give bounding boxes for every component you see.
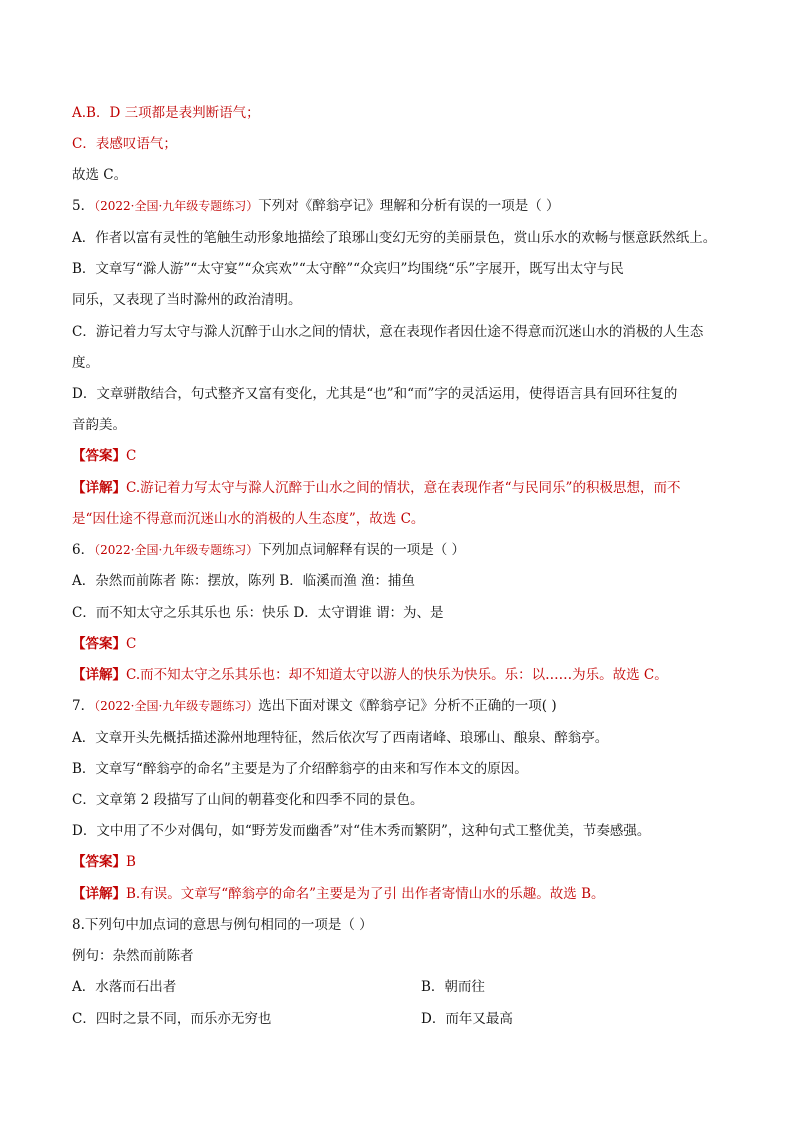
explanation-line: 【详解】C.游记着力写太守与滁人沉醉于山水之间的情状，意在表现作者“与民同乐”的积极思想，而不 bbox=[72, 480, 681, 496]
option-d: D．文中用了不少对偶句，如“野芳发而幽香”对“佳木秀而繁阴”，这种句式工整优美，节奏感强。 bbox=[72, 823, 651, 839]
option-a: A．文章开头先概括描述滁州地理特征，然后依次写了西南诸峰、琅琊山、酿泉、醉翁亭。 bbox=[72, 730, 609, 746]
option-b: B．文章写“滁人游”“太守宴”“众宾欢”“太守醉”“众宾归”均围绕“乐”字展开，既写出太守与民 bbox=[72, 261, 624, 277]
question-8: 8.下列句中加点词的意思与例句相同的一项是（ ） bbox=[72, 917, 373, 933]
text-line: 同乐，又表现了当时滁州的政治清明。 bbox=[72, 292, 302, 308]
option-c: C．游记着力写太守与滁人沉醉于山水之间的情状，意在表现作者因仕途不得意而沉迷山水的消极的人生态 bbox=[72, 324, 704, 340]
text-line: 度。 bbox=[72, 355, 99, 371]
answer-line: 【答案】C bbox=[72, 636, 137, 652]
option-row bbox=[72, 977, 732, 997]
option-d: D．文章骈散结合，句式整齐又富有变化，尤其是“也”和“而”字的灵活运用，使得语言具有回环往复的 bbox=[72, 386, 678, 402]
text-line: 故选 C。 bbox=[72, 167, 128, 183]
option-a: A．水落而石出者 bbox=[72, 979, 177, 995]
option-row bbox=[72, 1009, 732, 1029]
example-line: 例句：杂然而前陈者 bbox=[72, 948, 194, 964]
answer-line: 【答案】B bbox=[72, 854, 136, 870]
option-row: C．而不知太守之乐其乐也 乐：快乐 D．太守谓谁 谓：为、是 bbox=[72, 605, 444, 621]
question-6: 6．（2022·全国·九年级专题练习）下列加点词解释有误的一项是（ ） bbox=[72, 542, 466, 558]
text-line: A.B．D 三项都是表判断语气； bbox=[72, 105, 260, 121]
question-5: 5．（2022·全国·九年级专题练习）下列对《醉翁亭记》理解和分析有误的一项是（ ） bbox=[72, 198, 560, 214]
option-b: B．朝而往 bbox=[421, 979, 485, 995]
text-line: C．表感叹语气； bbox=[72, 136, 177, 152]
option-row: A．杂然而前陈者 陈：摆放，陈列 B．临溪而渔 渔：捕鱼 bbox=[72, 573, 416, 589]
option-a: A．作者以富有灵性的笔触生动形象地描绘了琅琊山变幻无穷的美丽景色，赏山乐水的欢畅与惬意跃然纸上。 bbox=[72, 230, 717, 246]
option-b: B．文章写“醉翁亭的命名”主要是为了介绍醉翁亭的由来和写作本文的原因。 bbox=[72, 761, 528, 777]
explanation-line: 【详解】B.有误。文章写“醉翁亭的命名”主要是为了引 出作者寄情山水的乐趣。故选 B。 bbox=[72, 886, 605, 902]
explanation-line: 是“因仕途不得意而沉迷山水的消极的人生态度”，故选 C。 bbox=[72, 511, 425, 527]
option-c: C．文章第 2 段描写了山间的朝暮变化和四季不同的景色。 bbox=[72, 792, 424, 808]
question-7: 7．（2022·全国·九年级专题练习）选出下面对课文《醉翁亭记》分析不正确的一项( ) bbox=[72, 698, 557, 714]
answer-line: 【答案】C bbox=[72, 448, 137, 464]
text-line: 音韵美。 bbox=[72, 417, 126, 433]
explanation-line: 【详解】C.而不知太守之乐其乐也：却不知道太守以游人的快乐为快乐。乐：以……为乐。故选 C。 bbox=[72, 667, 668, 683]
option-d: D．而年又最高 bbox=[421, 1011, 513, 1027]
option-c: C．四时之景不同，而乐亦无穷也 bbox=[72, 1011, 272, 1027]
